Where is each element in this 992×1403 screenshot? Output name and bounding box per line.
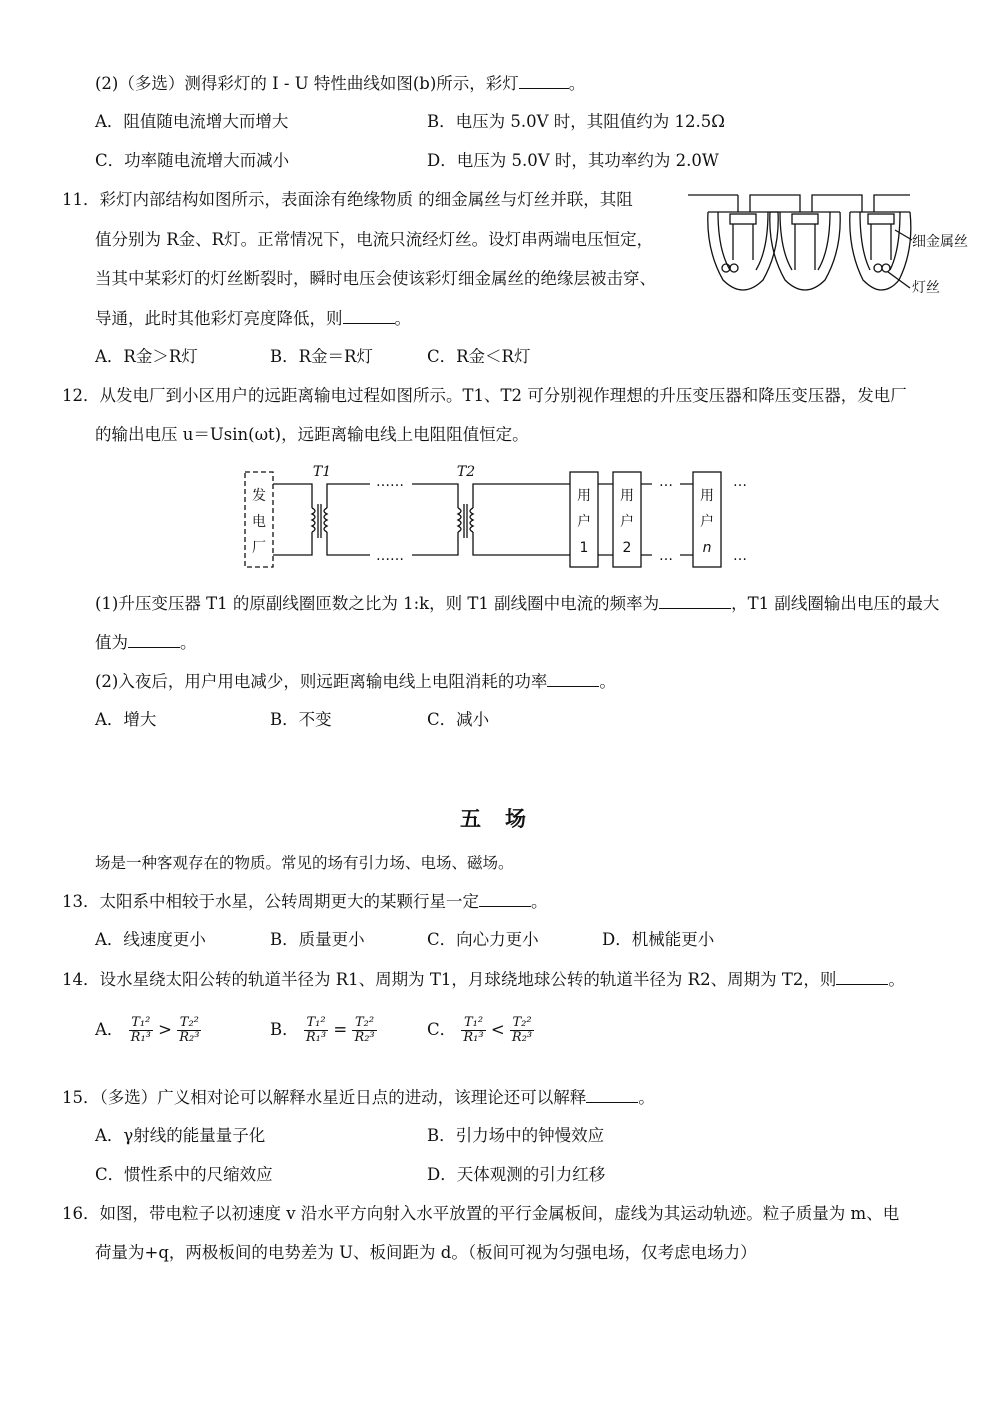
q13-stem: 13．太阳系中相较于水星，公转周期更大的某颗行星一定 。 bbox=[62, 892, 548, 911]
line-dots-bottom: …… bbox=[376, 548, 404, 564]
q11-option-c: C．R金＜R灯 bbox=[427, 347, 531, 366]
q12-line-2: 的输出电压 u＝Usin(ωt)，远距离输电线上电阻阻值恒定。 bbox=[95, 425, 529, 444]
user2-c3: 2 bbox=[622, 540, 632, 556]
q11-line-3: 当其中某彩灯的灯丝断裂时，瞬时电压会使该彩灯细金属丝的绝缘层被击穿、 bbox=[95, 269, 656, 288]
q13-option-c: C．向心力更小 bbox=[427, 930, 539, 949]
user2-c2: 户 bbox=[620, 514, 634, 530]
q11-option-b: B．R金＝R灯 bbox=[270, 347, 373, 366]
q11-line-1: 11．彩灯内部结构如图所示，表面涂有绝缘物质 的细金属丝与灯丝并联，其阻 bbox=[62, 190, 633, 209]
user1-c2: 户 bbox=[577, 514, 591, 530]
plant-char-3: 厂 bbox=[252, 540, 266, 556]
answer-blank[interactable] bbox=[586, 1086, 638, 1103]
q14-option-a: A． $\frac{\text{T₁²}}{\text{R₁³}}$ > $\frac{\text{T₂²}}{\text{R₂³}}$ bbox=[95, 1015, 200, 1045]
q13-option-d: D．机械能更小 bbox=[602, 930, 715, 949]
q10-2-stem: (2)（多选）测得彩灯的 I - U 特性曲线如图(b)所示，彩灯 。 bbox=[95, 74, 586, 93]
plant-char-1: 发 bbox=[252, 488, 266, 504]
end-dots-top: … bbox=[733, 474, 747, 490]
answer-blank[interactable] bbox=[343, 307, 395, 324]
q12-option-a: A．增大 bbox=[95, 710, 157, 729]
q16-line-2: 荷量为+q，两极板间的电势差为 U、板间距为 d。（板间可视为匀强电场，仅考虑电场力） bbox=[95, 1243, 757, 1262]
q12-line-1: 12．从发电厂到小区用户的远距离输电过程如图所示。T1、T2 可分别视作理想的升压变压器和降压变压器，发电厂 bbox=[62, 386, 907, 405]
answer-blank[interactable] bbox=[128, 631, 180, 648]
answer-blank[interactable] bbox=[547, 670, 599, 687]
q14-stem: 14．设水星绕太阳公转的轨道半径为 R1、周期为 T1，月球绕地球公转的轨道半径为 R2、周期为 T2，则 。 bbox=[62, 970, 905, 989]
user1-c1: 用 bbox=[577, 488, 591, 504]
q11-option-a: A．R金＞R灯 bbox=[95, 347, 198, 366]
answer-blank[interactable] bbox=[479, 890, 531, 907]
q10-2-option-b: B．电压为 5.0V 时，其阻值约为 12.5Ω bbox=[427, 112, 725, 131]
section-title: 五场 bbox=[460, 807, 550, 831]
q12-sub2: (2)入夜后，用户用电减少，则远距离输电线上电阻消耗的功率 。 bbox=[95, 672, 616, 691]
filament-label: 灯丝 bbox=[912, 280, 940, 296]
line-dots-top: …… bbox=[376, 474, 404, 490]
answer-blank[interactable] bbox=[659, 592, 731, 609]
q11-line-4: 导通，此时其他彩灯亮度降低，则 。 bbox=[95, 309, 411, 328]
plant-char-2: 电 bbox=[252, 514, 266, 530]
q10-2-option-a: A．阻值随电流增大而增大 bbox=[95, 112, 289, 131]
q12-option-c: C．减小 bbox=[427, 710, 490, 729]
q10-2-option-c: C．功率随电流增大而减小 bbox=[95, 151, 290, 170]
t2-label: T2 bbox=[456, 464, 476, 480]
section-intro: 场是一种客观存在的物质。常见的场有引力场、电场、磁场。 bbox=[95, 854, 514, 872]
user2-c1: 用 bbox=[620, 488, 634, 504]
q15-option-d: D．天体观测的引力红移 bbox=[427, 1165, 606, 1184]
wire-label: 细金属丝 bbox=[912, 234, 968, 250]
q15-option-c: C．惯性系中的尺缩效应 bbox=[95, 1165, 273, 1184]
q14-option-c: C． $\frac{\text{T₁²}}{\text{R₁³}}$ < $\frac{\text{T₂²}}{\text{R₂³}}$ bbox=[427, 1015, 533, 1045]
t1-label: T1 bbox=[312, 464, 332, 480]
q12-sub1-line-1: (1)升压变压器 T1 的原副线圈匝数之比为 1:k，则 T1 副线圈中电流的频率为 ，T1 副线圈输出电压的最大 bbox=[95, 594, 940, 613]
q12-option-b: B．不变 bbox=[270, 710, 332, 729]
answer-blank[interactable] bbox=[519, 72, 569, 89]
bulb-string-diagram bbox=[688, 190, 978, 305]
q12-sub1-line-2: 值为 。 bbox=[95, 633, 197, 652]
usern-c3: n bbox=[702, 540, 712, 556]
q11-line-2: 值分别为 R金、R灯。正常情况下，电流只流经灯丝。设灯串两端电压恒定， bbox=[95, 230, 654, 249]
q15-option-a: A．γ射线的能量量子化 bbox=[95, 1126, 266, 1145]
users-dots-top: … bbox=[659, 474, 673, 490]
q15-stem: 15．（多选）广义相对论可以解释水星近日点的进动，该理论还可以解释 。 bbox=[62, 1088, 655, 1107]
q14-option-b: B． $\frac{\text{T₁²}}{\text{R₁³}}$ = $\frac{\text{T₂²}}{\text{R₂³}}$ bbox=[270, 1015, 375, 1045]
q10-2-option-d: D．电压为 5.0V 时，其功率约为 2.0W bbox=[427, 151, 719, 170]
end-dots-bottom: … bbox=[733, 548, 747, 564]
usern-c1: 用 bbox=[700, 488, 714, 504]
users-dots-bottom: … bbox=[659, 548, 673, 564]
q13-option-a: A．线速度更小 bbox=[95, 930, 206, 949]
q16-line-1: 16．如图，带电粒子以初速度 v 沿水平方向射入水平放置的平行金属板间，虚线为其运动轨迹。粒子质量为 m、电 bbox=[62, 1204, 900, 1223]
usern-c2: 户 bbox=[700, 514, 714, 530]
answer-blank[interactable] bbox=[836, 968, 888, 985]
power-transmission-diagram bbox=[240, 462, 760, 574]
q15-option-b: B．引力场中的钟慢效应 bbox=[427, 1126, 605, 1145]
q13-option-b: B．质量更小 bbox=[270, 930, 365, 949]
user1-c3: 1 bbox=[579, 540, 589, 556]
